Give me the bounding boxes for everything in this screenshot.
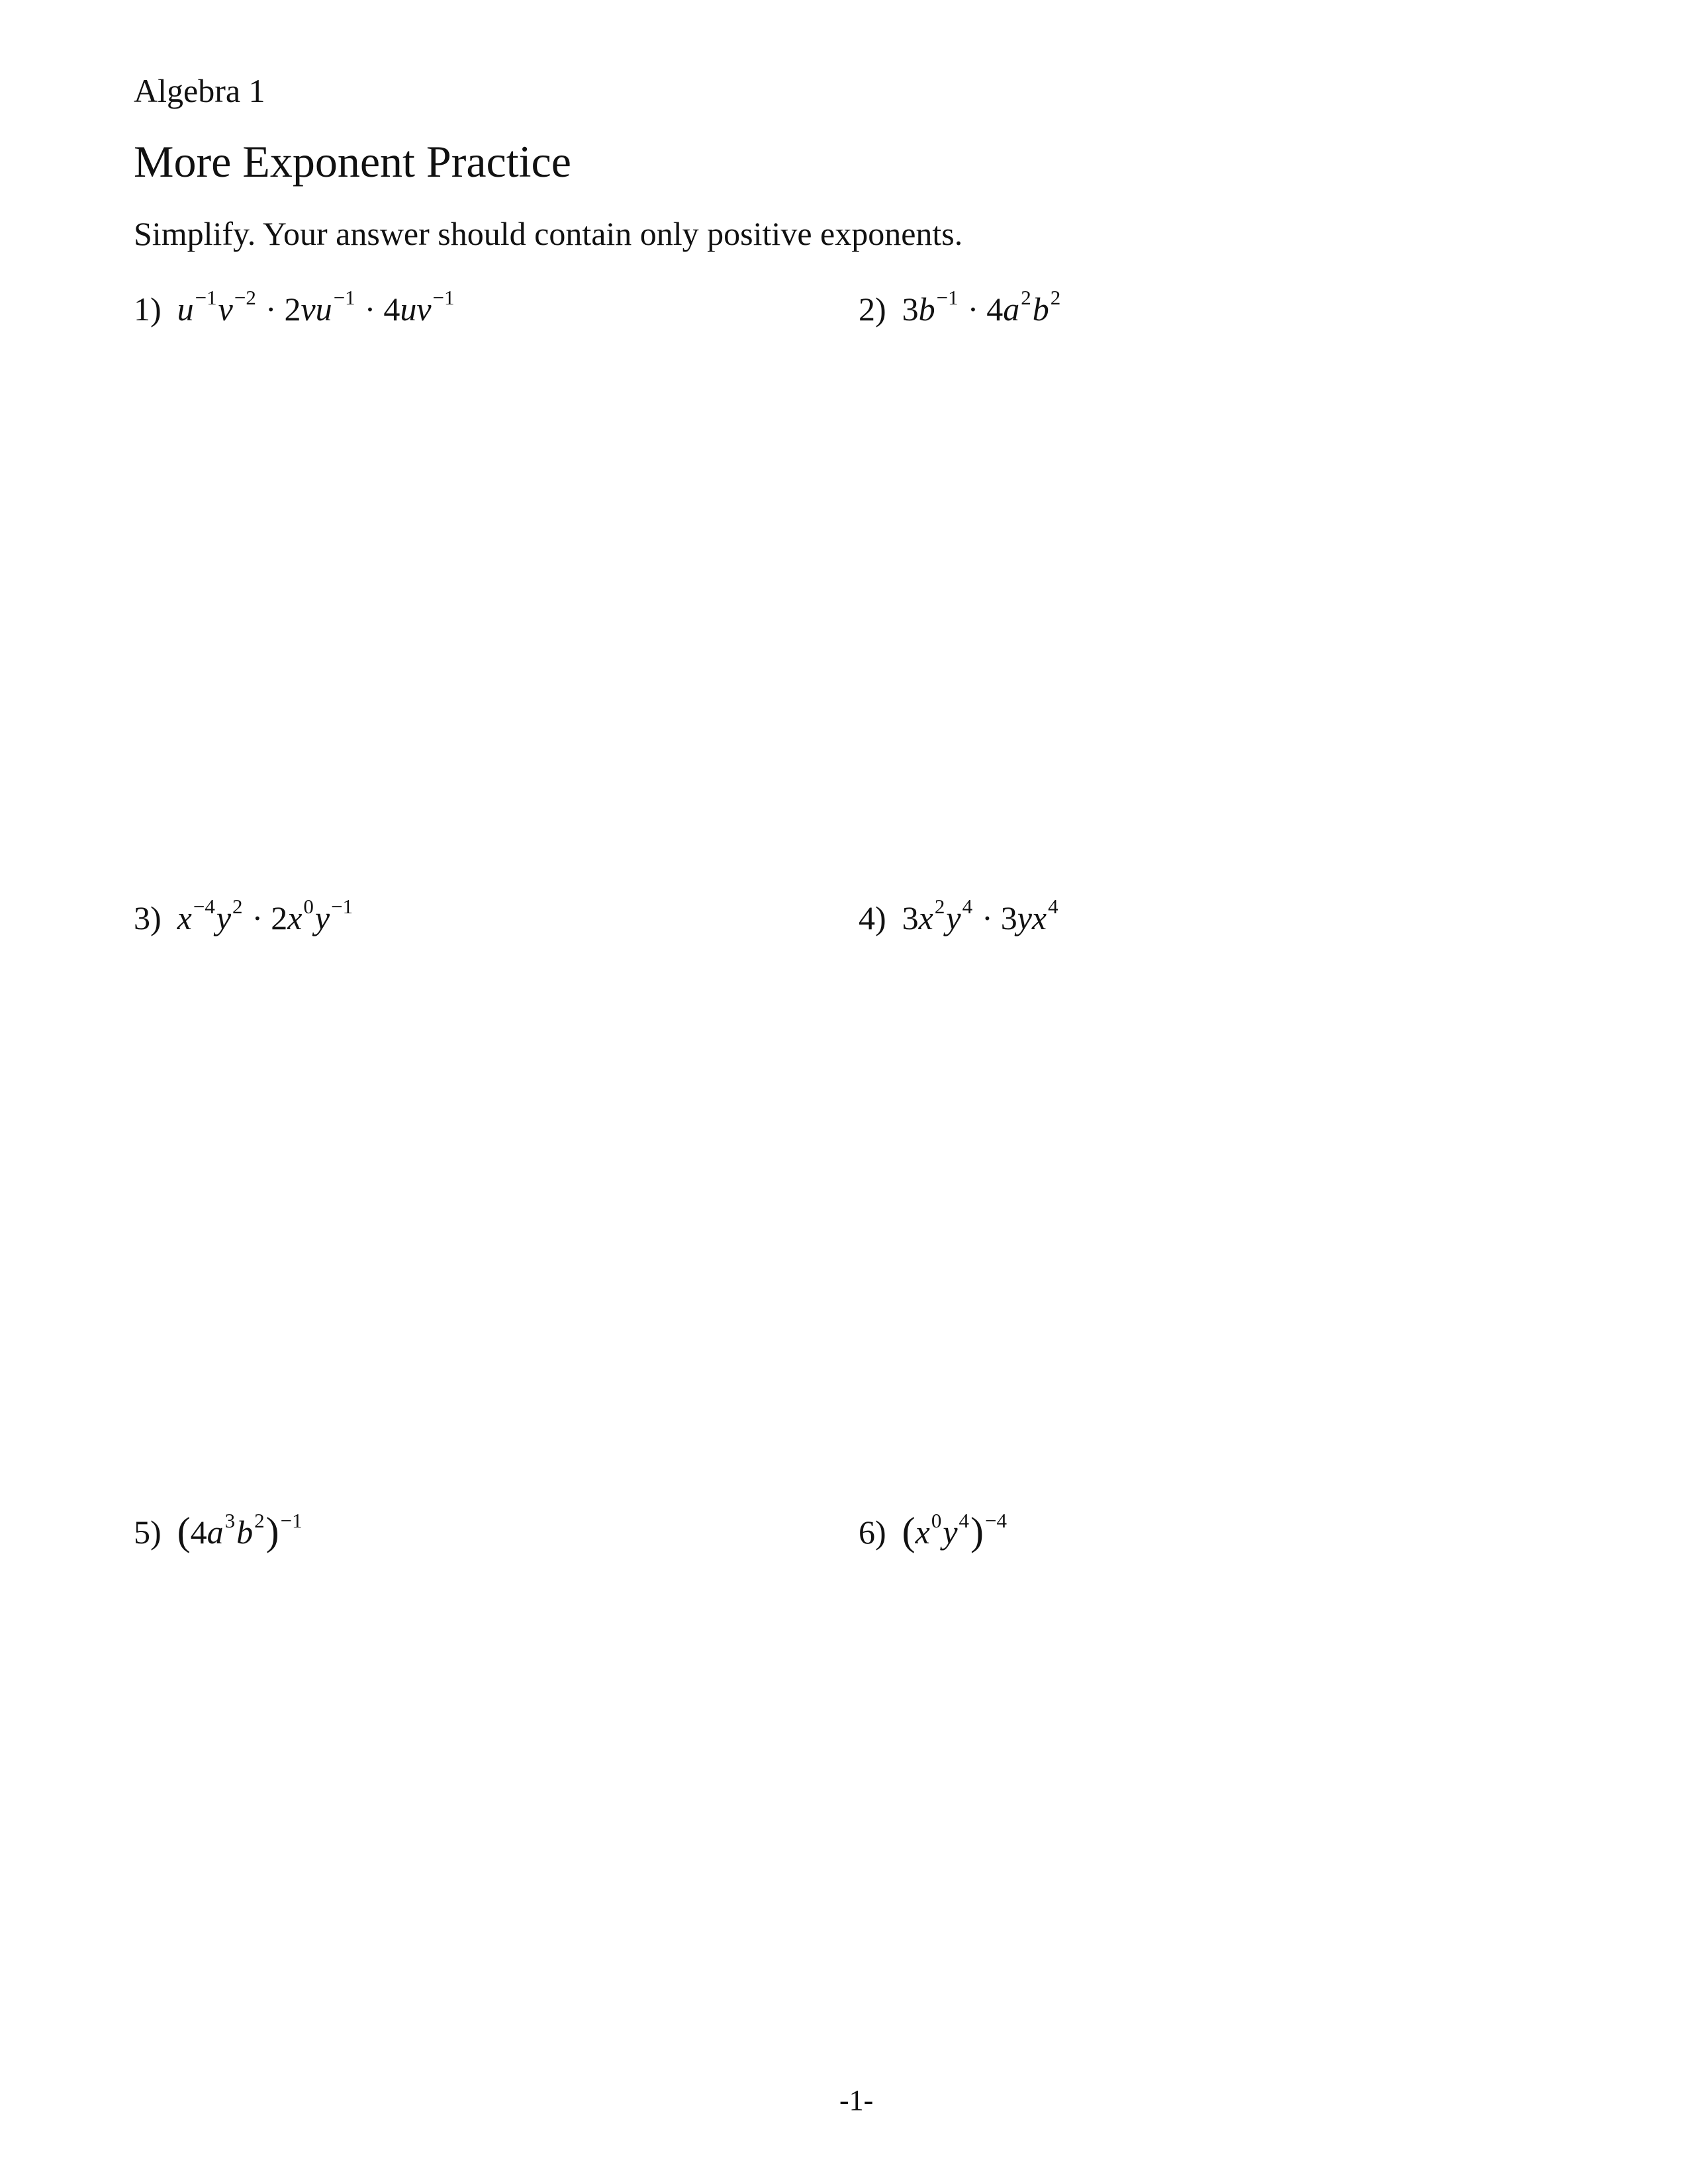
variable: x (287, 899, 303, 936)
exponent: 4 (959, 1509, 970, 1532)
problem-expression (177, 1509, 304, 1553)
exponent: 2 (254, 1509, 265, 1532)
coefficient: 4 (383, 291, 400, 328)
problem-5 (134, 1509, 304, 1553)
exponent: −4 (985, 1509, 1008, 1532)
variable: y (943, 1514, 958, 1551)
exponent: 2 (934, 895, 945, 918)
variable: y (314, 899, 330, 936)
multiply-dot: · (364, 291, 376, 328)
problem-4 (859, 895, 1060, 936)
variable: vu (301, 291, 332, 328)
multiply-dot: · (967, 291, 979, 328)
problem-expression (177, 895, 354, 936)
variable: a (1003, 291, 1020, 328)
multiply-dot: · (252, 899, 263, 936)
worksheet-title: More Exponent Practice (134, 136, 571, 187)
variable: b (236, 1514, 254, 1551)
course-name: Algebra 1 (134, 72, 265, 109)
variable: uv (400, 291, 432, 328)
problem-number: 3) (134, 899, 162, 936)
problem-number: 4) (859, 899, 886, 936)
problem-1 (134, 286, 456, 328)
multiply-dot: · (982, 899, 993, 936)
parenthesis: ) (970, 1510, 984, 1553)
variable: x (915, 1514, 930, 1551)
coefficient: 3 (1000, 899, 1017, 936)
variable: y (946, 899, 961, 936)
problem-2 (859, 286, 1062, 328)
exponent: 0 (303, 895, 314, 918)
problem-expression (902, 286, 1062, 328)
problem-3 (134, 895, 354, 936)
problem-number: 1) (134, 291, 162, 328)
problem-expression (902, 895, 1060, 936)
variable: b (1032, 291, 1049, 328)
exponent: 4 (962, 895, 973, 918)
exponent: −2 (234, 286, 256, 309)
variable: x (918, 899, 933, 936)
exponent: 2 (1021, 286, 1031, 309)
problem-number: 2) (859, 291, 886, 328)
coefficient: 2 (284, 291, 301, 328)
variable: v (218, 291, 233, 328)
variable: yx (1017, 899, 1047, 936)
variable: u (177, 291, 194, 328)
page-number: -1- (839, 2084, 874, 2116)
exponent: 4 (1048, 895, 1058, 918)
exponent: −1 (195, 286, 217, 309)
exponent: −1 (936, 286, 959, 309)
variable: y (216, 899, 232, 936)
problem-6 (859, 1509, 1008, 1553)
variable: x (177, 899, 192, 936)
exponent: −1 (280, 1509, 303, 1532)
coefficient: 3 (902, 899, 919, 936)
exponent: 3 (224, 1509, 236, 1532)
problem-expression (177, 286, 456, 328)
parenthesis: ( (902, 1510, 915, 1553)
instructions: Simplify. Your answer should contain only positive exponents. (134, 215, 963, 252)
exponent: 2 (232, 895, 243, 918)
parenthesis: ( (177, 1510, 191, 1553)
coefficient: 3 (902, 291, 919, 328)
exponent: −4 (193, 895, 215, 918)
variable: b (918, 291, 935, 328)
multiply-dot: · (265, 291, 277, 328)
exponent: −1 (333, 286, 355, 309)
problem-number: 5) (134, 1514, 162, 1551)
exponent: −1 (331, 895, 353, 918)
coefficient: 4 (986, 291, 1004, 328)
exponent: −1 (432, 286, 455, 309)
parenthesis: ) (265, 1510, 279, 1553)
variable: a (207, 1514, 224, 1551)
coefficient: 2 (271, 899, 288, 936)
problem-number: 6) (859, 1514, 886, 1551)
exponent: 0 (931, 1509, 942, 1532)
problem-expression (902, 1509, 1008, 1553)
coefficient: 4 (190, 1514, 207, 1551)
exponent: 2 (1050, 286, 1061, 309)
